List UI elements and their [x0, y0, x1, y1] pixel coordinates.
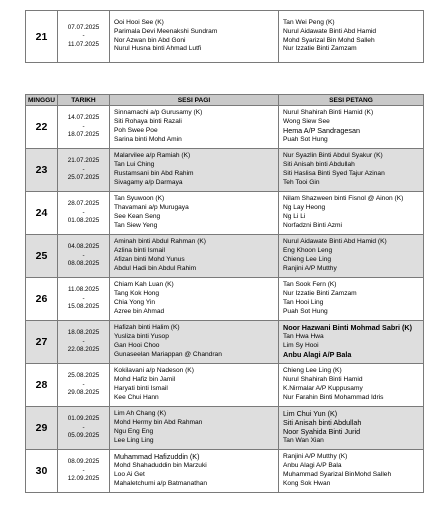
date-range: 08.09.2025 - 12.09.2025 [58, 450, 110, 493]
afternoon-session-cell [279, 235, 424, 278]
table-row [26, 407, 424, 450]
afternoon-session-cell [279, 407, 424, 450]
staff-name: Tan Hwa Hwa [283, 333, 324, 341]
week-number: 27 [26, 321, 58, 364]
staff-name: Ng Lay Heong [283, 204, 326, 212]
staff-name: Kong Sok Hwan [283, 479, 331, 487]
table-row [26, 235, 424, 278]
morning-session-cell [110, 278, 279, 321]
week-number: 29 [26, 407, 58, 450]
staff-name: Lim Ah Chang (K) [114, 410, 167, 418]
morning-session-cell [110, 106, 279, 149]
staff-name: Mohd Shahaduddin bin Marzuki [114, 462, 207, 470]
staff-name: Gan Hooi Choo [114, 342, 160, 349]
staff-name: Muhammad Syarizal BinMohd Salleh [283, 471, 392, 478]
staff-name: Muhammad Hafizuddin (K) [114, 452, 200, 462]
staff-name: Nurul Shahirah Binti Hamid (K) [283, 109, 374, 117]
morning-session-cell [110, 450, 279, 493]
staff-name: Poh Swee Poe [114, 127, 158, 134]
table-header [26, 95, 424, 106]
date-range: 25.08.2025 - 29.08.2025 [58, 364, 110, 407]
staff-name: Mohd Syarizal Bin Mohd Salleh [283, 36, 375, 44]
staff-name: Anbu Alagi A/P Bala [283, 349, 352, 359]
staff-name: Azlina binti Ismail [114, 247, 165, 255]
afternoon-session-cell [279, 106, 424, 149]
table-row [26, 192, 424, 235]
staff-name: Nur Izzatie Binti Zamzam [283, 45, 357, 53]
week-number: 22 [26, 106, 58, 149]
staff-name: Loo Ai Get [114, 471, 145, 478]
staff-name: Chieng Lee Ling (K) [283, 367, 342, 375]
staff-name: Noor Hazwani Binti Mohmad Sabri (K) [283, 323, 412, 333]
afternoon-session-cell [279, 321, 424, 364]
staff-name: Thavamani a/p Murugaya [114, 204, 189, 212]
table-row [26, 364, 424, 407]
afternoon-session-cell [279, 364, 424, 407]
staff-name: Parimala Devi Meenakshi Sundram [114, 27, 218, 35]
staff-name: Sarina binti Mohd Amin [114, 135, 182, 143]
staff-name: Nilam Shazween binti Fisnol @ Ainon (K) [283, 195, 404, 203]
staff-name: Mohd Hafiz bin Jamil [114, 376, 176, 384]
morning-session-cell [110, 11, 279, 63]
date-range: 21.07.2025 - 25.07.2025 [58, 149, 110, 192]
date-range: 01.09.2025 - 05.09.2025 [58, 407, 110, 450]
staff-name: K.Nirmalar A/P Kuppusamy [283, 385, 363, 392]
staff-name: Mohd Hermy bin Abd Rahman [114, 419, 203, 427]
header-tarikh: TARIKH [58, 95, 110, 106]
staff-name: Norfadzni Binti Azmi [283, 221, 342, 229]
table-row [26, 278, 424, 321]
staff-name: Tan Hooi Ling [283, 299, 324, 306]
date-range: 04.08.2025 - 08.08.2025 [58, 235, 110, 278]
week-number: 23 [26, 149, 58, 192]
staff-name: Ranjini A/P Mutthy (K) [283, 453, 348, 461]
staff-name: Tang Kok Hong [114, 290, 160, 298]
table-row [26, 321, 424, 364]
staff-name: Wong Siew See [283, 118, 330, 126]
date-range: 28.07.2025 - 01.08.2025 [58, 192, 110, 235]
week-number: 28 [26, 364, 58, 407]
staff-name: Siti Anisah binti Abdullah [283, 161, 355, 169]
date-range: 11.08.2025 - 15.08.2025 [58, 278, 110, 321]
date-range: 14.07.2025 - 18.07.2025 [58, 106, 110, 149]
week-number: 21 [26, 11, 58, 63]
header-sesi-petang: SESI PETANG [279, 95, 424, 106]
staff-name: Sinnamachi a/p Gurusamy (K) [114, 109, 203, 117]
morning-session-cell [110, 192, 279, 235]
header-minggu: MINGGU [26, 95, 58, 106]
date-range: 07.07.2025 - 11.07.2025 [58, 11, 110, 63]
morning-session-cell [110, 321, 279, 364]
staff-name: Puah Sot Hung [283, 307, 328, 315]
staff-name: Nurul Aidawate Binti Abd Hamid [283, 27, 377, 35]
staff-name: Nor Azwan bin Abd Goni [114, 36, 186, 44]
staff-name: Tan Lui Ching [114, 161, 155, 169]
week-number: 24 [26, 192, 58, 235]
staff-name: Siti Anisah binti Abdullah [283, 418, 362, 428]
staff-name: Azree bin Ahmad [114, 307, 165, 315]
afternoon-session-cell [279, 192, 424, 235]
afternoon-session-cell [279, 11, 424, 63]
staff-name: Siti Haslisa Binti Syed Tajur Azinan [283, 170, 385, 177]
date-range: 18.08.2025 - 22.08.2025 [58, 321, 110, 364]
morning-session-cell [110, 407, 279, 450]
table-row [26, 106, 424, 149]
morning-session-cell [110, 235, 279, 278]
staff-name: Hafizah binti Halim (K) [114, 324, 180, 332]
staff-name: Abdul Hadi bin Abdul Rahim [114, 264, 197, 272]
staff-name: Nurul Shahirah Binti Hamid [283, 376, 363, 384]
staff-name: Rustamsani bin Abd Rahim [114, 170, 194, 177]
staff-name: Tan Syuwoon (K) [114, 195, 165, 203]
staff-name: Gunaseelan Mariappan @ Chandran [114, 350, 222, 358]
afternoon-session-cell [279, 278, 424, 321]
staff-name: Ranjini A/P Mutthy [283, 264, 337, 272]
staff-name: Yusliza binti Yusop [114, 333, 169, 341]
staff-name: Tan Sook Fern (K) [283, 281, 337, 289]
staff-name: Siti Rohaya binti Razali [114, 118, 182, 126]
staff-name: Aminah binti Abdul Rahman (K) [114, 238, 206, 246]
staff-name: Lee Ling Ling [114, 436, 154, 444]
header-sesi-pagi: SESI PAGI [110, 95, 279, 106]
morning-session-cell [110, 149, 279, 192]
staff-name: Ngu Eng Eng [114, 428, 154, 435]
afternoon-session-cell [279, 450, 424, 493]
staff-name: Nurul Husna binti Ahmad Lutfi [114, 45, 202, 53]
staff-name: Sivagamy a/p Darmaya [114, 178, 183, 186]
staff-name: Lim Sy Hooi [283, 342, 319, 349]
staff-name: Teh Tooi Gin [283, 178, 320, 186]
staff-name: Nurul Aidawate Binti Abd Hamid (K) [283, 238, 387, 246]
staff-name: Chiam Kah Luan (K) [114, 281, 174, 289]
staff-name: See Kean Seng [114, 213, 161, 220]
week-number: 30 [26, 450, 58, 493]
staff-name: Nur Syazlin Binti Abdul Syakur (K) [283, 152, 383, 160]
staff-name: Chieng Lee Ling [283, 256, 332, 263]
staff-name: Ng Li Li [283, 213, 306, 220]
staff-name: Noor Syahida Binti Jurid [283, 427, 361, 436]
staff-name: Puah Sot Hung [283, 135, 328, 143]
table-row [26, 11, 424, 63]
table-row [26, 450, 424, 493]
staff-name: Eng Khoon Leng [283, 247, 333, 255]
week-number: 25 [26, 235, 58, 278]
staff-name: Mahaletchumi a/p Batmanathan [114, 479, 208, 487]
staff-name: Kokilavani a/p Nadeson (K) [114, 367, 194, 375]
staff-name: Nur Izzatie Binti Zamzam [283, 290, 357, 298]
staff-name: Tan Wei Peng (K) [283, 18, 335, 26]
staff-name: Kee Chui Hann [114, 393, 159, 401]
morning-session-cell [110, 364, 279, 407]
staff-name: Malarvilee a/p Ramiah (K) [114, 152, 191, 160]
staff-name: Haryati binti Ismail [114, 385, 168, 392]
staff-name: Anbu Alagi A/P Bala [283, 462, 342, 470]
table-row [26, 149, 424, 192]
staff-name: Afizan binti Mohd Yunus [114, 256, 185, 263]
staff-name: Tan Siew Yeng [114, 221, 158, 229]
staff-name: Lim Chui Yun (K) [283, 409, 338, 419]
afternoon-session-cell [279, 149, 424, 192]
staff-name: Hema A/P Sandragesan [283, 126, 360, 135]
week-number: 26 [26, 278, 58, 321]
staff-name: Ooi Hooi See (K) [114, 18, 164, 26]
main-schedule-table [25, 94, 424, 493]
top-schedule-table [25, 10, 424, 63]
staff-name: Chia Yong Yin [114, 299, 156, 306]
staff-name: Tan Wan Xian [283, 436, 324, 444]
staff-name: Nur Farahin Binti Mohammad Idris [283, 393, 384, 401]
